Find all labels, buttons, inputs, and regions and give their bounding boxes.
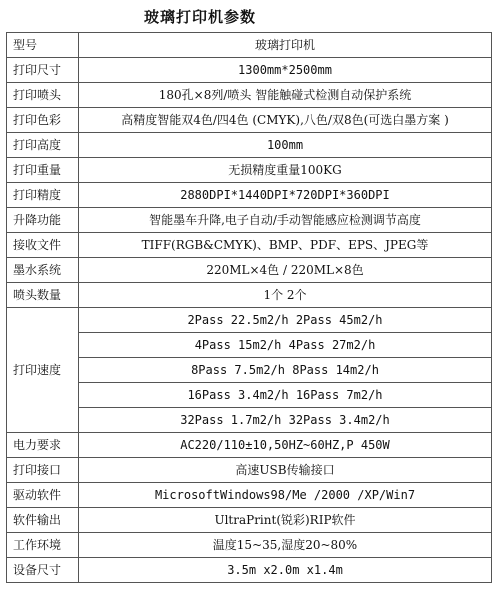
speed-label: 打印速度	[7, 308, 79, 433]
row-value: UltraPrint(锐彩)RIP软件	[79, 508, 492, 533]
table-row	[7, 333, 492, 358]
table-row	[7, 458, 492, 483]
page-title: 玻璃打印机参数	[143, 8, 256, 26]
row-value: 1个 2个	[79, 283, 492, 308]
speed-value: 32Pass 1.7m2/h 32Pass 3.4m2/h	[79, 408, 492, 433]
row-value: 无损精度重量100KG	[79, 158, 492, 183]
row-label: 打印精度	[7, 183, 79, 208]
row-value: 180孔×8列/喷头 智能触碰式检测自动保护系统	[79, 83, 492, 108]
row-label: 打印接口	[7, 458, 79, 483]
table-row	[7, 558, 492, 583]
row-value: 220ML×4色 / 220ML×8色	[79, 258, 492, 283]
row-label: 型号	[7, 33, 79, 58]
row-value: MicrosoftWindows98/Me /2000 /XP/Win7	[79, 483, 492, 508]
row-value: 100mm	[79, 133, 492, 158]
table-row	[7, 58, 492, 83]
row-value: 智能墨车升降,电子自动/手动智能感应检测调节高度	[79, 208, 492, 233]
row-label: 墨水系统	[7, 258, 79, 283]
row-label: 打印色彩	[7, 108, 79, 133]
table-row	[7, 133, 492, 158]
table-row	[7, 408, 492, 433]
row-label: 电力要求	[7, 433, 79, 458]
table-row	[7, 108, 492, 133]
table-row	[7, 433, 492, 458]
row-label: 设备尺寸	[7, 558, 79, 583]
table-row	[7, 308, 492, 333]
table-row	[7, 233, 492, 258]
row-value: 高精度智能双4色/四4色 (CMYK),八色/双8色(可选白墨方案 )	[79, 108, 492, 133]
table-row	[7, 533, 492, 558]
row-label: 打印尺寸	[7, 58, 79, 83]
row-value: 温度15~35,湿度20~80%	[79, 533, 492, 558]
table-row	[7, 158, 492, 183]
row-value: 高速USB传输接口	[79, 458, 492, 483]
table-row	[7, 183, 492, 208]
row-label: 接收文件	[7, 233, 79, 258]
table-row	[7, 33, 492, 58]
speed-value: 4Pass 15m2/h 4Pass 27m2/h	[79, 333, 492, 358]
row-label: 打印重量	[7, 158, 79, 183]
row-value: AC220/110±10,50HZ~60HZ,P 450W	[79, 433, 492, 458]
row-value: 1300mm*2500mm	[79, 58, 492, 83]
row-label: 工作环境	[7, 533, 79, 558]
row-value: 2880DPI*1440DPI*720DPI*360DPI	[79, 183, 492, 208]
row-label: 升降功能	[7, 208, 79, 233]
row-label: 驱动软件	[7, 483, 79, 508]
table-row	[7, 83, 492, 108]
table-row	[7, 208, 492, 233]
row-label: 打印高度	[7, 133, 79, 158]
speed-value: 16Pass 3.4m2/h 16Pass 7m2/h	[79, 383, 492, 408]
row-label: 软件输出	[7, 508, 79, 533]
row-value: 玻璃打印机	[79, 33, 492, 58]
speed-value: 2Pass 22.5m2/h 2Pass 45m2/h	[79, 308, 492, 333]
table-row	[7, 358, 492, 383]
row-label: 打印喷头	[7, 83, 79, 108]
spec-table	[6, 32, 492, 583]
table-row	[7, 508, 492, 533]
row-label: 喷头数量	[7, 283, 79, 308]
speed-value: 8Pass 7.5m2/h 8Pass 14m2/h	[79, 358, 492, 383]
table-row	[7, 258, 492, 283]
table-row	[7, 383, 492, 408]
table-row	[7, 483, 492, 508]
row-value: 3.5m x2.0m x1.4m	[79, 558, 492, 583]
row-value: TIFF(RGB&CMYK)、BMP、PDF、EPS、JPEG等	[79, 233, 492, 258]
table-row	[7, 283, 492, 308]
